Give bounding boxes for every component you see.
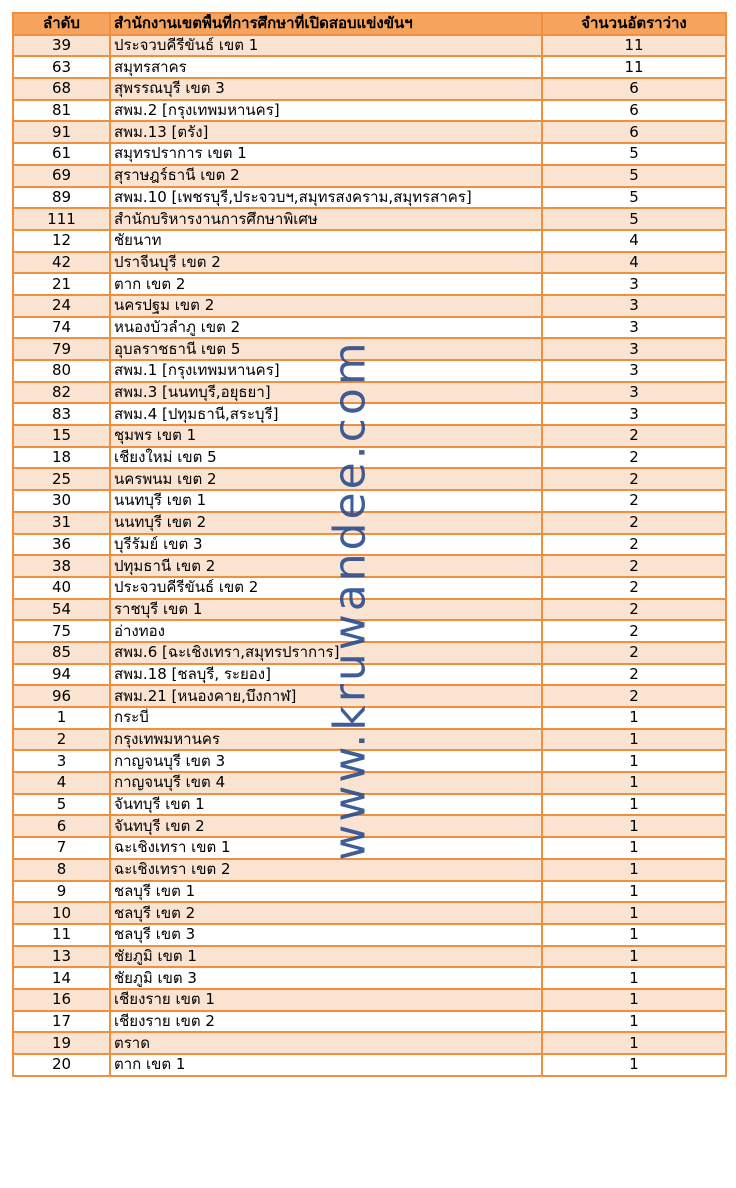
- vacancy-count-cell: 1: [542, 815, 726, 837]
- table-row: [13, 794, 726, 816]
- table-row: [13, 815, 726, 837]
- rank-cell: 42: [13, 252, 110, 274]
- rank-cell: 91: [13, 121, 110, 143]
- office-cell: เชียงราย เขต 1: [110, 989, 542, 1011]
- vacancy-count-cell: 2: [542, 490, 726, 512]
- table-row: [13, 750, 726, 772]
- rank-cell: 94: [13, 664, 110, 686]
- vacancy-count-cell: 2: [542, 534, 726, 556]
- vacancy-count-cell: 3: [542, 338, 726, 360]
- table-row: [13, 620, 726, 642]
- rank-cell: 39: [13, 35, 110, 57]
- office-cell: ฉะเชิงเทรา เขต 2: [110, 859, 542, 881]
- header-row: [13, 13, 726, 35]
- rank-cell: 89: [13, 187, 110, 209]
- office-cell: จันทบุรี เขต 2: [110, 815, 542, 837]
- table-row: [13, 946, 726, 968]
- vacancy-count-cell: 2: [542, 447, 726, 469]
- rank-cell: 30: [13, 490, 110, 512]
- office-cell: กระบี่: [110, 707, 542, 729]
- vacancy-count-cell: 1: [542, 967, 726, 989]
- table-row: [13, 121, 726, 143]
- rank-cell: 3: [13, 750, 110, 772]
- table-row: [13, 1011, 726, 1033]
- vacancy-count-cell: 5: [542, 208, 726, 230]
- office-cell: ชัยภูมิ เขต 3: [110, 967, 542, 989]
- table-row: [13, 577, 726, 599]
- rank-cell: 6: [13, 815, 110, 837]
- rank-cell: 96: [13, 685, 110, 707]
- office-cell: จันทบุรี เขต 1: [110, 794, 542, 816]
- table-row: [13, 447, 726, 469]
- office-cell: สำนักบริหารงานการศึกษาพิเศษ: [110, 208, 542, 230]
- vacancy-count-cell: 6: [542, 100, 726, 122]
- table-row: [13, 902, 726, 924]
- vacancy-count-cell: 2: [542, 664, 726, 686]
- office-cell: ชัยภูมิ เขต 1: [110, 946, 542, 968]
- table-row: [13, 273, 726, 295]
- table-row: [13, 512, 726, 534]
- table-row: [13, 881, 726, 903]
- table-row: [13, 772, 726, 794]
- rank-cell: 17: [13, 1011, 110, 1033]
- table-row: [13, 252, 726, 274]
- rank-cell: 69: [13, 165, 110, 187]
- office-cell: กรุงเทพมหานคร: [110, 729, 542, 751]
- table-row: [13, 685, 726, 707]
- vacancy-count-cell: 11: [542, 56, 726, 78]
- office-cell: สพม.18 [ชลบุรี, ระยอง]: [110, 664, 542, 686]
- office-cell: สุราษฎร์ธานี เขต 2: [110, 165, 542, 187]
- vacancy-count-cell: 6: [542, 78, 726, 100]
- rank-cell: 75: [13, 620, 110, 642]
- table-row: [13, 642, 726, 664]
- vacancy-count-cell: 1: [542, 772, 726, 794]
- vacancy-count-cell: 11: [542, 35, 726, 57]
- office-cell: นนทบุรี เขต 1: [110, 490, 542, 512]
- office-cell: ชลบุรี เขต 1: [110, 881, 542, 903]
- office-cell: นครปฐม เขต 2: [110, 295, 542, 317]
- table-row: [13, 187, 726, 209]
- table-row: [13, 143, 726, 165]
- vacancy-count-cell: 3: [542, 295, 726, 317]
- rank-cell: 40: [13, 577, 110, 599]
- vacancy-count-cell: 1: [542, 859, 726, 881]
- rank-cell: 83: [13, 403, 110, 425]
- office-cell: ตราด: [110, 1032, 542, 1054]
- rank-cell: 12: [13, 230, 110, 252]
- table-row: [13, 859, 726, 881]
- rank-cell: 7: [13, 837, 110, 859]
- rank-cell: 16: [13, 989, 110, 1011]
- office-cell: ประจวบคีรีขันธ์ เขต 2: [110, 577, 542, 599]
- table-row: [13, 78, 726, 100]
- rank-cell: 79: [13, 338, 110, 360]
- table-row: [13, 534, 726, 556]
- office-cell: ชุมพร เขต 1: [110, 425, 542, 447]
- table-header: [13, 13, 726, 35]
- office-cell: นนทบุรี เขต 2: [110, 512, 542, 534]
- table-row: [13, 230, 726, 252]
- vacancy-table-container: [12, 12, 725, 1077]
- office-cell: สพม.4 [ปทุมธานี,สระบุรี]: [110, 403, 542, 425]
- vacancy-count-cell: 1: [542, 902, 726, 924]
- vacancy-count-cell: 1: [542, 729, 726, 751]
- table-row: [13, 56, 726, 78]
- vacancy-count-cell: 2: [542, 425, 726, 447]
- office-cell: เชียงราย เขต 2: [110, 1011, 542, 1033]
- rank-cell: 13: [13, 946, 110, 968]
- office-cell: ราชบุรี เขต 1: [110, 599, 542, 621]
- rank-cell: 38: [13, 555, 110, 577]
- table-row: [13, 599, 726, 621]
- header-rank: ลำดับ: [13, 13, 110, 35]
- rank-cell: 9: [13, 881, 110, 903]
- rank-cell: 24: [13, 295, 110, 317]
- header-office: สำนักงานเขตพื้นที่การศึกษาที่เปิดสอบแข่งขันฯ: [110, 13, 542, 35]
- vacancy-count-cell: 6: [542, 121, 726, 143]
- office-cell: เชียงใหม่ เขต 5: [110, 447, 542, 469]
- office-cell: สพม.2 [กรุงเทพมหานคร]: [110, 100, 542, 122]
- table-row: [13, 208, 726, 230]
- table-row: [13, 924, 726, 946]
- vacancy-count-cell: 3: [542, 273, 726, 295]
- rank-cell: 8: [13, 859, 110, 881]
- rank-cell: 11: [13, 924, 110, 946]
- vacancy-table: [12, 12, 727, 1077]
- office-cell: นครพนม เขต 2: [110, 468, 542, 490]
- office-cell: ชัยนาท: [110, 230, 542, 252]
- office-cell: ปราจีนบุรี เขต 2: [110, 252, 542, 274]
- vacancy-count-cell: 1: [542, 837, 726, 859]
- vacancy-count-cell: 1: [542, 881, 726, 903]
- rank-cell: 21: [13, 273, 110, 295]
- vacancy-count-cell: 1: [542, 750, 726, 772]
- rank-cell: 5: [13, 794, 110, 816]
- office-cell: หนองบัวลำภู เขต 2: [110, 317, 542, 339]
- office-cell: สมุทรสาคร: [110, 56, 542, 78]
- header-vacancy-count: จำนวนอัตราว่าง: [542, 13, 726, 35]
- table-row: [13, 295, 726, 317]
- vacancy-count-cell: 1: [542, 794, 726, 816]
- table-row: [13, 1032, 726, 1054]
- office-cell: ประจวบคีรีขันธ์ เขต 1: [110, 35, 542, 57]
- rank-cell: 74: [13, 317, 110, 339]
- rank-cell: 31: [13, 512, 110, 534]
- vacancy-count-cell: 2: [542, 577, 726, 599]
- vacancy-count-cell: 5: [542, 165, 726, 187]
- table-row: [13, 989, 726, 1011]
- vacancy-count-cell: 1: [542, 1054, 726, 1076]
- rank-cell: 25: [13, 468, 110, 490]
- vacancy-count-cell: 2: [542, 685, 726, 707]
- watermark-text: www.kruwandee.com: [324, 339, 376, 861]
- rank-cell: 80: [13, 360, 110, 382]
- rank-cell: 19: [13, 1032, 110, 1054]
- rank-cell: 2: [13, 729, 110, 751]
- table-row: [13, 837, 726, 859]
- office-cell: กาญจนบุรี เขต 4: [110, 772, 542, 794]
- vacancy-count-cell: 5: [542, 143, 726, 165]
- vacancy-count-cell: 2: [542, 555, 726, 577]
- rank-cell: 85: [13, 642, 110, 664]
- vacancy-count-cell: 2: [542, 512, 726, 534]
- table-row: [13, 338, 726, 360]
- rank-cell: 18: [13, 447, 110, 469]
- table-row: [13, 360, 726, 382]
- table-row: [13, 729, 726, 751]
- rank-cell: 68: [13, 78, 110, 100]
- vacancy-count-cell: 3: [542, 317, 726, 339]
- table-row: [13, 165, 726, 187]
- table-row: [13, 403, 726, 425]
- vacancy-count-cell: 1: [542, 924, 726, 946]
- table-row: [13, 967, 726, 989]
- office-cell: ฉะเชิงเทรา เขต 1: [110, 837, 542, 859]
- rank-cell: 63: [13, 56, 110, 78]
- office-cell: ชลบุรี เขต 3: [110, 924, 542, 946]
- table-row: [13, 490, 726, 512]
- rank-cell: 111: [13, 208, 110, 230]
- vacancy-count-cell: 3: [542, 403, 726, 425]
- rank-cell: 14: [13, 967, 110, 989]
- office-cell: ปทุมธานี เขต 2: [110, 555, 542, 577]
- vacancy-count-cell: 1: [542, 989, 726, 1011]
- vacancy-count-cell: 1: [542, 1011, 726, 1033]
- office-cell: สุพรรณบุรี เขต 3: [110, 78, 542, 100]
- vacancy-count-cell: 2: [542, 642, 726, 664]
- office-cell: ตาก เขต 1: [110, 1054, 542, 1076]
- vacancy-count-cell: 2: [542, 620, 726, 642]
- table-row: [13, 707, 726, 729]
- office-cell: สพม.21 [หนองคาย,บึงกาฬ]: [110, 685, 542, 707]
- office-cell: สพม.6 [ฉะเชิงเทรา,สมุทรปราการ]: [110, 642, 542, 664]
- office-cell: กาญจนบุรี เขต 3: [110, 750, 542, 772]
- rank-cell: 54: [13, 599, 110, 621]
- vacancy-count-cell: 1: [542, 707, 726, 729]
- rank-cell: 1: [13, 707, 110, 729]
- table-body: [13, 35, 726, 1076]
- table-row: [13, 382, 726, 404]
- rank-cell: 4: [13, 772, 110, 794]
- vacancy-count-cell: 4: [542, 230, 726, 252]
- table-row: [13, 100, 726, 122]
- rank-cell: 82: [13, 382, 110, 404]
- rank-cell: 20: [13, 1054, 110, 1076]
- table-row: [13, 555, 726, 577]
- office-cell: สพม.13 [ตรัง]: [110, 121, 542, 143]
- rank-cell: 36: [13, 534, 110, 556]
- table-row: [13, 664, 726, 686]
- table-row: [13, 1054, 726, 1076]
- vacancy-count-cell: 5: [542, 187, 726, 209]
- table-row: [13, 425, 726, 447]
- office-cell: อุบลราชธานี เขต 5: [110, 338, 542, 360]
- vacancy-count-cell: 1: [542, 1032, 726, 1054]
- table-row: [13, 317, 726, 339]
- office-cell: ชลบุรี เขต 2: [110, 902, 542, 924]
- office-cell: สมุทรปราการ เขต 1: [110, 143, 542, 165]
- vacancy-count-cell: 2: [542, 599, 726, 621]
- table-row: [13, 35, 726, 57]
- vacancy-count-cell: 4: [542, 252, 726, 274]
- rank-cell: 10: [13, 902, 110, 924]
- rank-cell: 61: [13, 143, 110, 165]
- table-row: [13, 468, 726, 490]
- vacancy-count-cell: 1: [542, 946, 726, 968]
- office-cell: สพม.10 [เพชรบุรี,ประจวบฯ,สมุทรสงคราม,สมุทรสาคร]: [110, 187, 542, 209]
- rank-cell: 81: [13, 100, 110, 122]
- vacancy-count-cell: 3: [542, 360, 726, 382]
- office-cell: อ่างทอง: [110, 620, 542, 642]
- office-cell: ตาก เขต 2: [110, 273, 542, 295]
- office-cell: สพม.3 [นนทบุรี,อยุธยา]: [110, 382, 542, 404]
- office-cell: สพม.1 [กรุงเทพมหานคร]: [110, 360, 542, 382]
- office-cell: บุรีรัมย์ เขต 3: [110, 534, 542, 556]
- vacancy-count-cell: 3: [542, 382, 726, 404]
- rank-cell: 15: [13, 425, 110, 447]
- vacancy-count-cell: 2: [542, 468, 726, 490]
